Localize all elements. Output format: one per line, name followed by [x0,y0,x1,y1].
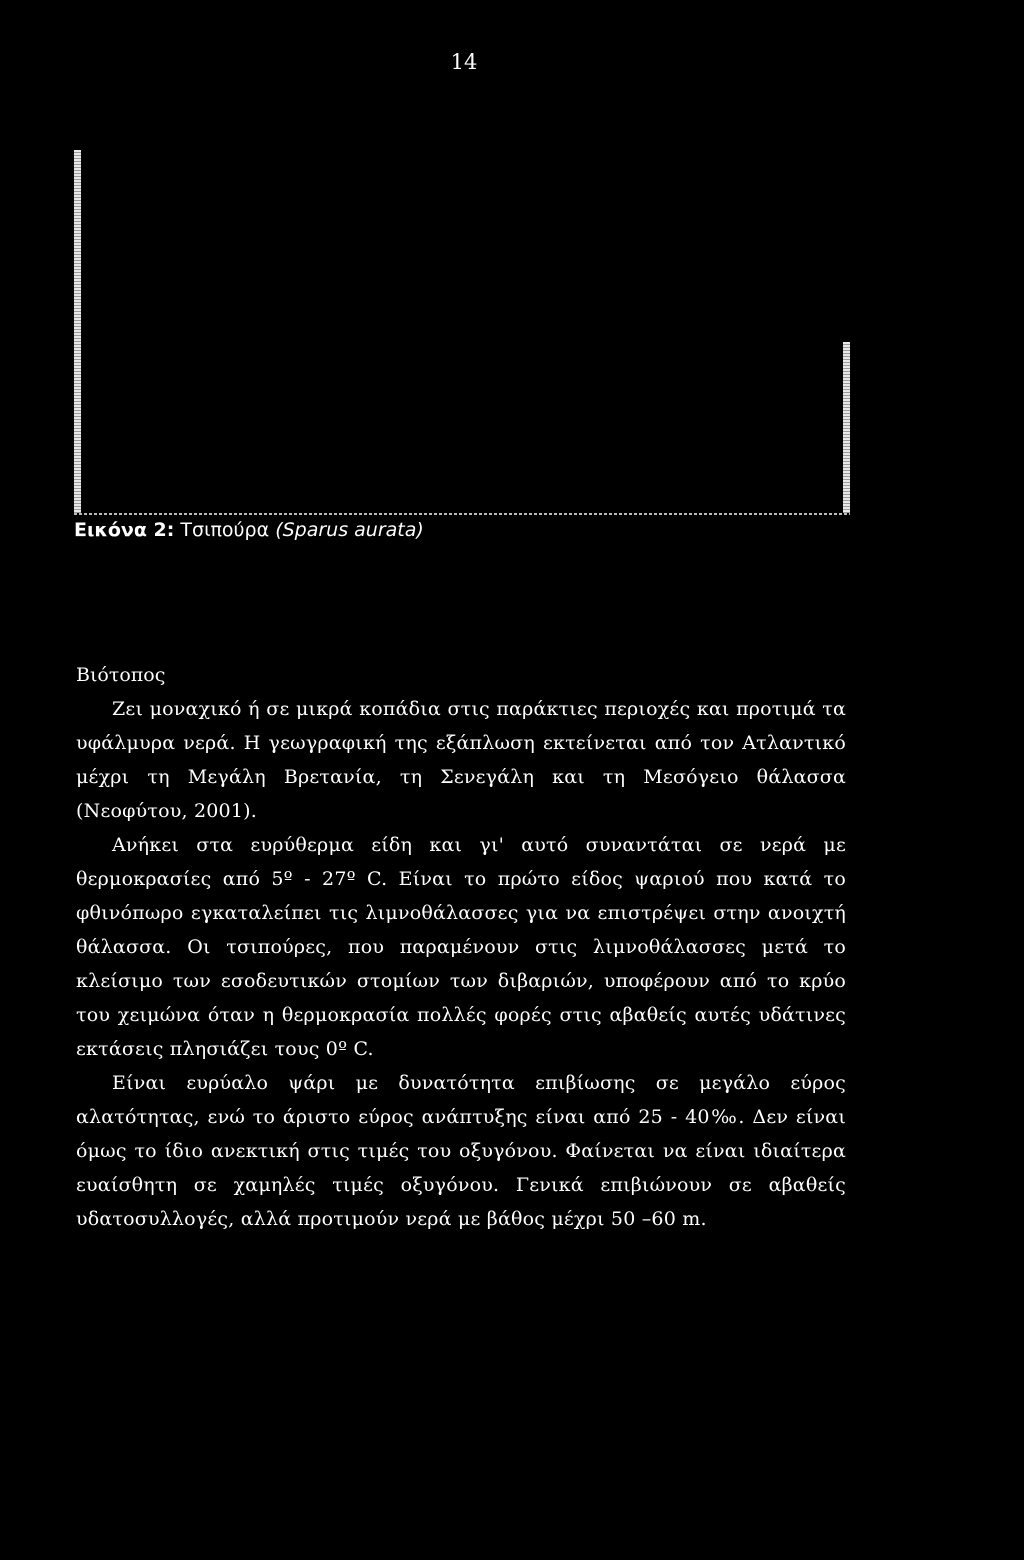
figure-caption-latin-name: (Sparus aurata) [275,519,424,541]
figure-frame [74,150,850,515]
page-number: 14 [450,50,478,74]
section-heading: Βιότοπος [76,664,166,686]
figure-frame-right-edge [843,342,850,515]
paragraph-temperature: Ανήκει στα ευρύθερμα είδη και γι' αυτό συναντάται σε νερά με θερμοκρασίες από 5º - 27º C. Είναι το πρώτο είδος ψαριού που κατά το φθινόπωρο εγκαταλείπει τις λιμνοθάλασσες για να επιστρέψει στην ανοιχτή θάλασσα. Οι τσιπούρες, που παραμένουν στις λιμνοθάλασσες μετά το κλείσιμο των εσοδευτικών στομίων των διβαριών, υποφέρουν από το κρύο του χειμώνα όταν η θερμοκρασία πολλές φορές στις αβαθείς αυτές υδάτινες εκτάσεις πλησιάζει τους 0º C. [76,834,846,1060]
figure-caption-text: Τσιπούρα [174,519,276,541]
figure-caption [74,519,424,541]
body-text [76,658,846,1236]
figure-caption-label: Εικόνα 2: [74,519,175,541]
paragraph-habitat: Ζει μοναχικό ή σε μικρά κοπάδια στις παράκτιες περιοχές και προτιμά τα υφάλμυρα νερά. Η γεωγραφική της εξάπλωση εκτείνεται από τον Ατλαντικό μέχρι τη Μεγάλη Βρετανία, τη Σενεγάλη και τη Μεσόγειο θάλασσα (Νεοφύτου, 2001). [76,698,846,822]
figure-frame-left-edge [74,150,81,515]
figure-frame-bottom-edge [74,513,850,515]
paragraph-salinity-oxygen: Είναι ευρύαλο ψάρι με δυνατότητα επιβίωσης σε μεγάλο εύρος αλατότητας, ενώ το άριστο εύρος ανάπτυξης είναι από 25 - 40‰. Δεν είναι όμως το ίδιο ανεκτική στις τιμές του οξυγόνου. Φαίνεται να είναι ιδιαίτερα ευαίσθητη σε χαμηλές τιμές οξυγόνου. Γενικά επιβιώνουν σε αβαθείς υδατοσυλλογές, αλλά προτιμούν νερά με βάθος μέχρι 50 –60 m. [76,1072,846,1230]
